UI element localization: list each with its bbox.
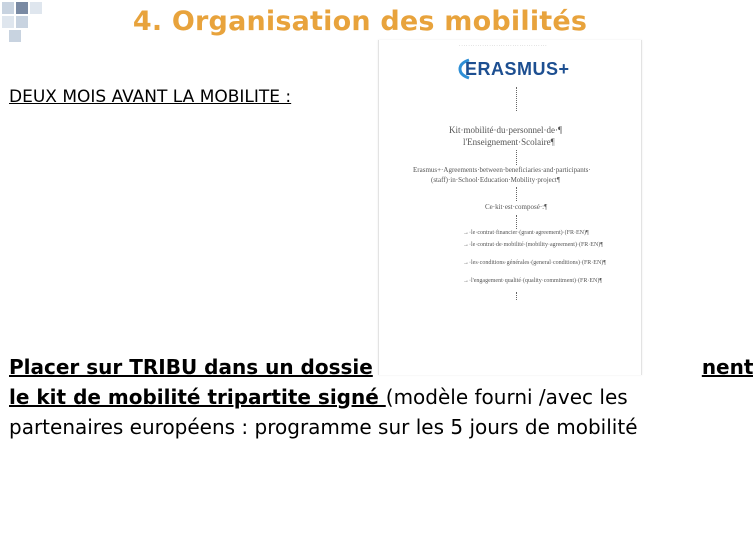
logo-word: ERASMUS+	[465, 59, 570, 79]
slide-title: 4. Organisation des mobilités	[132, 6, 588, 37]
body-line-1	[9, 352, 753, 382]
slide-subtitle: DEUX MOIS AVANT LA MOBILITE :	[9, 87, 292, 107]
doc-item: →·les·conditions·générales·(general·conditions)·(FR·EN)¶	[463, 260, 607, 266]
body-line-1-tail: nent	[701, 355, 753, 379]
body-line-2-rest: (modèle fourni /avec les	[385, 385, 628, 409]
doc-item: Kit·mobilité·du·personnel·de·¶	[449, 125, 563, 135]
doc-item: Ce·kit·est·composé·:¶	[485, 203, 548, 211]
document-header-text: · · · · · · · · · · · · · · · · · · · · · · · · · · · · · · · · · · · · · ·	[459, 43, 547, 48]
body-paragraph	[9, 352, 753, 442]
body-line-3: partenaires européens : programme sur les 5 jours de mobilité	[9, 415, 638, 439]
erasmus-logo	[457, 53, 570, 83]
doc-item: →·le·contrat·de·mobilité·(mobility·agreement)·(FR·EN)¶	[463, 242, 604, 248]
doc-item: Erasmus+·Agreements·between·beneficiaries·and·participants·	[413, 166, 591, 174]
body-line-2	[9, 382, 719, 412]
doc-item: (staff)·in·School·Education·Mobility·project¶	[431, 176, 561, 184]
body-line-1-bold: Placer sur TRIBU dans un dossie	[9, 355, 373, 379]
doc-item: l'Enseignement·Scolaire¶	[463, 137, 555, 147]
doc-item: →·le·contrat·financier·(grant·agreement)·(FR·EN)¶	[463, 230, 589, 236]
document-image	[378, 40, 642, 375]
body-line-2-bold: le kit de mobilité tripartite signé	[9, 385, 386, 409]
doc-item: →·l'engagement·qualité·(quality·commitment)·(FR·EN)¶	[463, 278, 603, 284]
